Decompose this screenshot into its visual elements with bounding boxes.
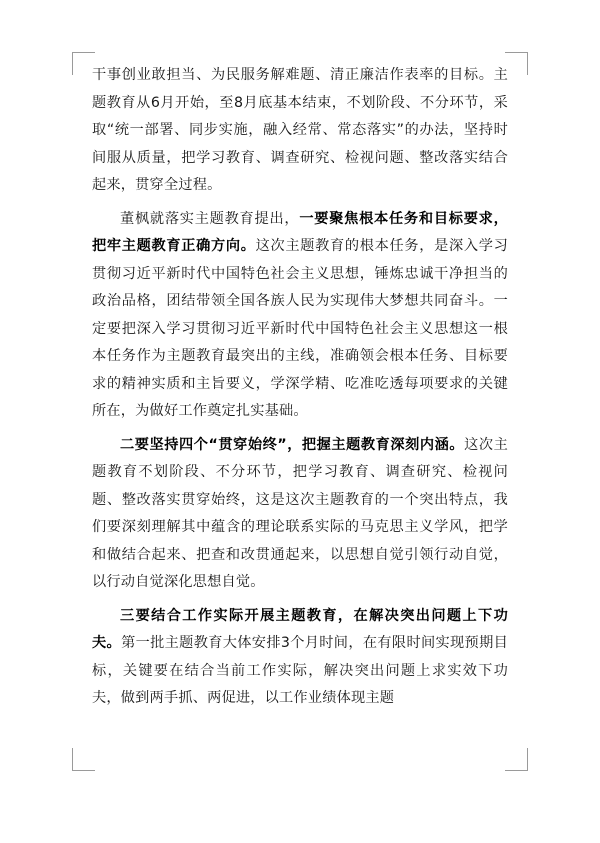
text-run-emphasis: 一要聚焦根本任务和目标要求，把牢主题教育正确方向。 <box>92 210 508 254</box>
paragraph-3 <box>92 432 508 597</box>
text-run: 这次主题教育的根本任务，是深入学习贯彻习近平新时代中国特色社会主义思想，锤炼忠诚干净担当的政治品格，团结带领全国各族人民为实现伟大梦想共同奋斗。一定要把深入学习贯彻习近平新时代中国特色社会主义思想这一根本任务作为主题教育最突出的主线，准确领会根本任务、目标要求的精神实质和主旨要义，学深学精、吃准吃透每项要求的关键所在，为做好工作奠定扎实基础。 <box>92 238 509 419</box>
text-run: 董枫就落实主题教育提出， <box>120 210 300 227</box>
text-run: 第一批主题教育大体安排3个月时间，在有限时间实现预期目标，关键要在结合当前工作实际，解决突出问题上求实效下功夫，做到两手抓、两促进，以工作业绩体现主题 <box>92 635 508 706</box>
paragraph-1 <box>92 62 508 200</box>
crop-mark-top-right <box>505 52 528 75</box>
crop-mark-bottom-right <box>505 748 528 771</box>
text-run: 干事创业敢担当、为民服务解难题、清正廉洁作表率的目标。主题教育从6月开始，至8月底基本结束，不划阶段、不分环节，采取“统一部署、同步实施，融入经常、常态落实”的办法，坚持时间服从质量，把学习教育、调查研究、检视问题、整改落实结合起来，贯穿全过程。 <box>92 67 508 193</box>
paragraph-2 <box>92 206 508 426</box>
text-run: 这次主题教育不划阶段、不分环节，把学习教育、调查研究、检视问题、整改落实贯穿始终，这是这次主题教育的一个突出特点，我们要深刻理解其中蕴含的理论联系实际的马克思主义学风，把学和做结合起来、把查和改贯通起来，以思想自觉引领行动自觉，以行动自觉深化思想自觉。 <box>92 436 508 590</box>
paragraph-4 <box>92 603 508 713</box>
text-run-emphasis: 三要结合工作实际开展主题教育，在解决突出问题上下功夫。 <box>92 607 508 651</box>
text-run-emphasis: 二要坚持四个“贯穿始终”，把握主题教育深刻内涵。 <box>120 436 465 453</box>
document-body <box>92 62 508 762</box>
